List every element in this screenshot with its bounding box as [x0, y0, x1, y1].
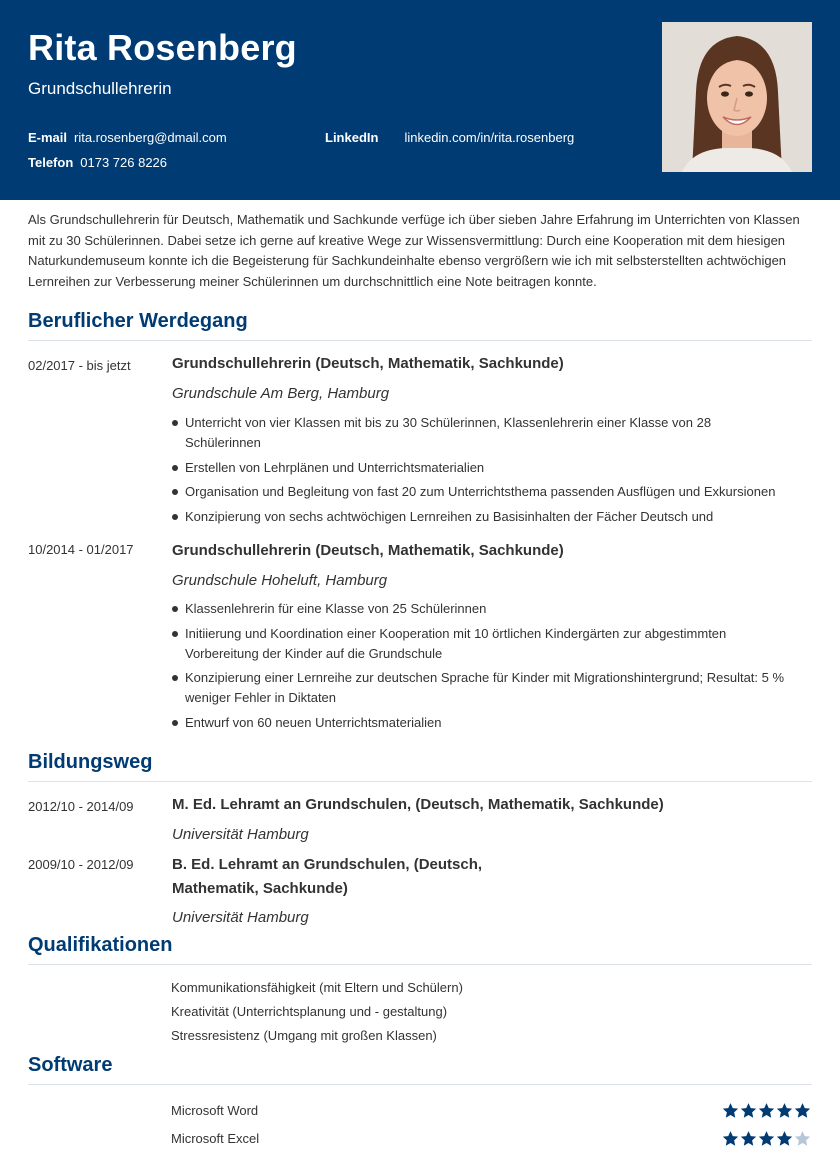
job-employer: Grundschule Hoheluft, Hamburg [172, 572, 388, 589]
software-rating [722, 1102, 811, 1119]
star-filled-icon [794, 1102, 811, 1119]
contact-linkedin [325, 130, 574, 145]
email-label: E-mail [28, 130, 68, 145]
star-filled-icon [722, 1102, 739, 1119]
job-bullet: Erstellen von Lehrplänen und Unterrichtsmaterialien [172, 458, 787, 478]
job-bullets [172, 413, 787, 531]
email-value[interactable]: rita.rosenberg@dmail.com [74, 130, 227, 145]
section-divider [28, 1084, 812, 1085]
linkedin-label: LinkedIn [325, 130, 379, 145]
section-divider [28, 340, 812, 341]
software-rating [722, 1130, 811, 1147]
star-filled-icon [758, 1130, 775, 1147]
qualification-item: Kommunikationsfähigkeit (mit Eltern und Schülern) [171, 980, 463, 995]
education-date: 2009/10 - 2012/09 [28, 857, 134, 872]
education-school: Universität Hamburg [172, 909, 309, 926]
education-date: 2012/10 - 2014/09 [28, 799, 134, 814]
contact-email [28, 130, 227, 145]
job-employer: Grundschule Am Berg, Hamburg [172, 385, 390, 402]
job-bullet: Organisation und Begleitung von fast 20 zum Unterrichtsthema passenden Ausflügen und Exkursionen [172, 482, 787, 502]
star-filled-icon [722, 1130, 739, 1147]
phone-label: Telefon [28, 155, 74, 170]
profile-portrait-icon [662, 22, 812, 172]
section-title-qualifications: Qualifikationen [28, 934, 173, 956]
star-filled-icon [776, 1102, 793, 1119]
job-bullet: Unterricht von vier Klassen mit bis zu 30 Schülerinnen, Klassenlehrerin einer Klasse von 28 Schülerinnen [172, 413, 787, 453]
job-bullet: Klassenlehrerin für eine Klasse von 25 Schülerinnen [172, 599, 787, 619]
header-banner [0, 0, 840, 200]
star-filled-icon [776, 1130, 793, 1147]
section-divider [28, 964, 812, 965]
job-title: Grundschullehrerin [28, 79, 172, 98]
person-name: Rita Rosenberg [28, 27, 297, 68]
section-title-education: Bildungsweg [28, 751, 153, 773]
qualification-item: Stressresistenz (Umgang mit großen Klassen) [171, 1028, 437, 1043]
section-title-software: Software [28, 1054, 113, 1076]
education-degree-line2: Mathematik, Sachkunde) [172, 880, 348, 897]
job-role: Grundschullehrerin (Deutsch, Mathematik, Sachkunde) [172, 355, 564, 372]
software-name: Microsoft Excel [171, 1131, 260, 1146]
qualification-item: Kreativität (Unterrichtsplanung und - gestaltung) [171, 1004, 448, 1019]
job-role: Grundschullehrerin (Deutsch, Mathematik, Sachkunde) [172, 542, 564, 559]
profile-photo [662, 22, 812, 172]
education-school: Universität Hamburg [172, 826, 309, 843]
software-name: Microsoft Word [171, 1103, 259, 1118]
education-degree: M. Ed. Lehramt an Grundschulen, (Deutsch, Mathematik, Sachkunde) [172, 796, 664, 813]
job-date: 10/2014 - 01/2017 [28, 542, 134, 557]
job-bullet: Konzipierung von sechs achtwöchigen Lernreihen zu Basisinhalten der Fächer Deutsch und [172, 507, 787, 527]
section-divider [28, 781, 812, 782]
star-filled-icon [758, 1102, 775, 1119]
profile-summary: Als Grundschullehrerin für Deutsch, Mathematik und Sachkunde verfüge ich über sieben Jahre Erfahrung im Unterrichten von Klassen mit zu 30 Schülerinnen. Dabei setze ich gerne auf kreative Wege zur Wissensvermittlung: Durch eine Kooperation mit dem hiesigen Naturkundemuseum konnte ich die Begeisterung für Sachkundeinhalte ebenso vergrößern wie ich mit selbsterstellten achtwöchigen Lernreihen zur Verbesserung meiner Schülerinnen um durchschnittlich eine Note beitragen konnte. [28, 212, 800, 289]
star-empty-icon [794, 1130, 811, 1147]
job-bullet: Konzipierung einer Lernreihe zur deutschen Sprache für Kinder mit Migrationshintergrund; Resultat: 5 % weniger Fehler in Diktaten [172, 668, 787, 708]
phone-value: 0173 726 8226 [80, 155, 168, 170]
job-date: 02/2017 - bis jetzt [28, 358, 131, 373]
job-bullets [172, 599, 787, 737]
job-bullet: Initiierung und Koordination einer Kooperation mit 10 örtlichen Kindergärten zur abgestimmten Vorbereitung der Kinder auf die Grundschule [172, 624, 787, 664]
linkedin-value[interactable]: linkedin.com/in/rita.rosenberg [404, 130, 575, 145]
contact-phone [28, 155, 167, 170]
star-filled-icon [740, 1102, 757, 1119]
job-bullet: Entwurf von 60 neuen Unterrichtsmaterialien [172, 713, 787, 733]
section-title-experience: Beruflicher Werdegang [28, 310, 248, 332]
education-degree-line1: B. Ed. Lehramt an Grundschulen, (Deutsch, [172, 856, 483, 873]
star-filled-icon [740, 1130, 757, 1147]
